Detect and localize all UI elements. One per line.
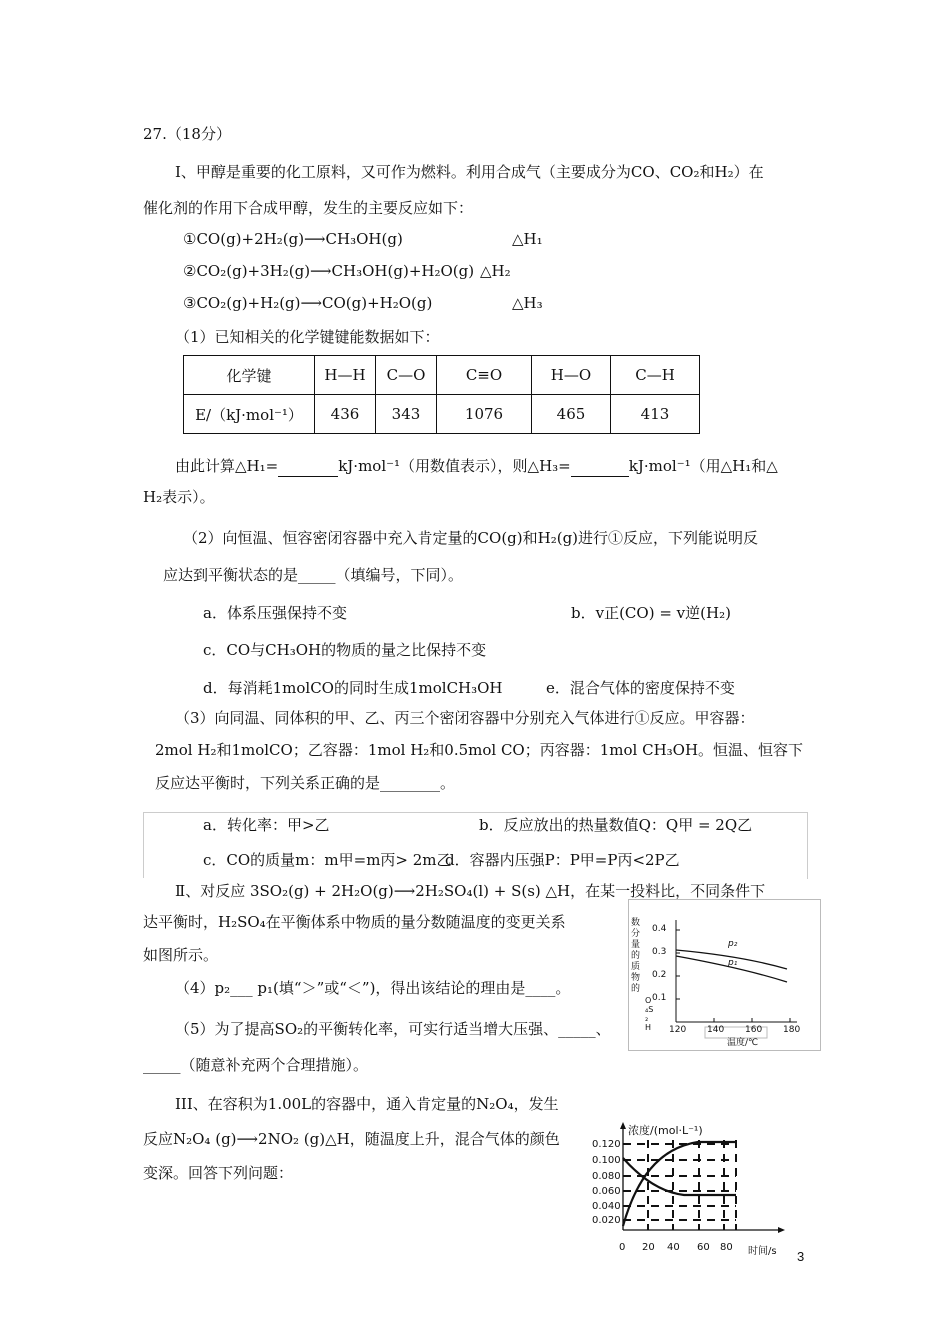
question-1: （1）已知相关的化学键键能数据如下： xyxy=(175,328,440,346)
x-arrow xyxy=(778,1227,785,1233)
question-4: （4）p₂___ p₁(填“＞”或“＜”)，得出该结论的理由是____。 xyxy=(175,979,571,997)
calc-line-2: H₂表示）。 xyxy=(143,488,215,506)
xtick-label: 80 xyxy=(720,1242,733,1253)
calc-line: 由此计算△H₁= kJ·mol⁻¹（用数值表示），则△H₃= kJ·mol⁻¹（用△H₁和△ xyxy=(175,457,778,475)
q3-option-a: a．转化率：甲>乙 xyxy=(203,816,330,834)
table-cell: H—H xyxy=(315,356,376,395)
question-number: 27.（18分） xyxy=(143,125,231,143)
q3-option-d: d．容器内压强P：P甲=P丙<2P乙 xyxy=(445,851,680,869)
y-axis-label-formula: O₄S₂H xyxy=(645,996,654,1032)
ytick-label: 0.060 xyxy=(592,1186,621,1197)
question-3-line-1: （3）向同温、同体积的甲、乙、丙三个密闭容器中分别充入气体进行①反应。甲容器： xyxy=(175,709,755,727)
table-cell: 343 xyxy=(376,395,437,434)
bond-energy-table xyxy=(183,355,700,434)
table-cell: H—O xyxy=(532,356,611,395)
xtick-label: 0 xyxy=(619,1242,626,1253)
options-frame-left xyxy=(143,812,144,878)
q2-option-e: e．混合气体的密度保持不变 xyxy=(546,679,735,697)
label-p2: p₂ xyxy=(728,939,738,949)
question-3-line-3: 反应达平衡时，下列关系正确的是________。 xyxy=(155,774,456,792)
table-cell: C—H xyxy=(611,356,700,395)
intro-line-1: Ⅰ、甲醇是重要的化工原料，又可作为燃料。利用合成气（主要成分为CO、CO₂和H₂）在 xyxy=(175,163,764,181)
reaction-2: ②CO₂(g)+3H₂(g)⟶CH₃OH(g)+H₂O(g) xyxy=(183,262,475,280)
figure-concentration-time xyxy=(588,1120,793,1280)
part3-line-1: III、在容积为1.00L的容器中，通入肯定量的N₂O₄，发生 xyxy=(175,1095,559,1113)
part3-line-3: 变深。回答下列问题： xyxy=(143,1164,294,1182)
reaction-1: ①CO(g)+2H₂(g)⟶CH₃OH(g) xyxy=(183,230,403,248)
q2-option-a: a．体系压强保持不变 xyxy=(203,604,347,622)
x-axis-label: 温度/℃ xyxy=(727,1038,759,1048)
x-axis-label: 时间/s xyxy=(748,1246,777,1257)
reaction-2-dh: △H₂ xyxy=(480,262,511,280)
ytick-label: 0.080 xyxy=(592,1171,621,1182)
table-cell: 436 xyxy=(315,395,376,434)
table-cell: 413 xyxy=(611,395,700,434)
intro-line-2: 催化剂的作用下合成甲醇，发生的主要反应如下： xyxy=(143,199,474,217)
y-axis-label: 浓度/(mol·L⁻¹) xyxy=(628,1124,703,1137)
page-number: 3 xyxy=(797,1249,805,1264)
reaction-3: ③CO₂(g)+H₂(g)⟶CO(g)+H₂O(g) xyxy=(183,294,433,312)
xtick-label: 180 xyxy=(783,1025,801,1035)
ytick-label: 0.3 xyxy=(652,947,667,957)
xtick-label: 60 xyxy=(697,1242,710,1253)
part2-line-2: 达平衡时，H₂SO₄在平衡体系中物质的量分数随温度的变更关系 xyxy=(143,913,566,931)
part3-line-2: 反应N₂O₄ (g)⟶2NO₂ (g)△H，随温度上升，混合气体的颜色 xyxy=(143,1130,560,1148)
question-2-line-1: （2）向恒温、恒容密闭容器中充入肯定量的CO(g)和H₂(g)进行①反应，下列能说明反 xyxy=(183,529,759,547)
table-row xyxy=(184,395,700,434)
q3-option-c: c．CO的质量m：m甲=m丙> 2m乙 xyxy=(203,851,452,869)
table-cell: 465 xyxy=(532,395,611,434)
table-cell: C≡O xyxy=(437,356,532,395)
ytick-label: 0.1 xyxy=(652,993,667,1003)
q2-option-c: c．CO与CH₃OH的物质的量之比保持不变 xyxy=(203,641,487,659)
figure-h2so4-temperature xyxy=(628,899,821,1051)
question-5-line-1: （5）为了提高SO₂的平衡转化率，可实行适当增大压强、_____、 xyxy=(175,1020,611,1038)
ytick-label: 0.2 xyxy=(652,970,667,980)
reaction-1-dh: △H₁ xyxy=(512,230,543,248)
table-cell: 化学键 xyxy=(184,356,315,395)
part2-line-3: 如图所示。 xyxy=(143,946,219,964)
q2-option-b: b．v正(CO) = v逆(H₂) xyxy=(571,604,731,622)
curve-no2 xyxy=(623,1142,736,1226)
ytick-label: 0.020 xyxy=(592,1215,621,1226)
table-cell: E/（kJ·mol⁻¹） xyxy=(184,395,315,434)
xtick-label: 140 xyxy=(707,1025,725,1035)
part2-line-1: Ⅱ、对反应 3SO₂(g) + 2H₂O(g)⟶2H₂SO₄(l) + S(s) △H，在某一投料比，不同条件下 xyxy=(175,882,766,900)
label-p1: p₁ xyxy=(728,958,738,968)
question-5-line-2: _____（随意补充两个合理措施）。 xyxy=(143,1056,369,1074)
xtick-label: 20 xyxy=(642,1242,655,1253)
y-axis-label: 数分量的质物的 xyxy=(631,918,641,994)
table-header-row xyxy=(184,356,700,395)
table-cell: C—O xyxy=(376,356,437,395)
q3-option-b: b．反应放出的热量数值Q：Q甲 = 2Q乙 xyxy=(479,816,753,834)
xtick-label: 120 xyxy=(669,1025,687,1035)
table-cell: 1076 xyxy=(437,395,532,434)
y-arrow xyxy=(620,1122,626,1129)
ytick-label: 0.100 xyxy=(592,1155,621,1166)
ytick-label: 0.040 xyxy=(592,1201,621,1212)
reaction-3-dh: △H₃ xyxy=(512,294,543,312)
xtick-label: 40 xyxy=(667,1242,680,1253)
q2-option-d: d．每消耗1molCO的同时生成1molCH₃OH xyxy=(203,679,503,697)
question-3-line-2: 2mol H₂和1molCO；乙容器：1mol H₂和0.5mol CO；丙容器：1mol CH₃OH。恒温、恒容下 xyxy=(155,741,804,759)
question-2-line-2: 应达到平衡状态的是_____（填编号，下同）。 xyxy=(163,566,464,584)
xtick-label: 160 xyxy=(745,1025,763,1035)
ytick-label: 0.4 xyxy=(652,924,667,934)
ytick-label: 0.120 xyxy=(592,1139,621,1150)
